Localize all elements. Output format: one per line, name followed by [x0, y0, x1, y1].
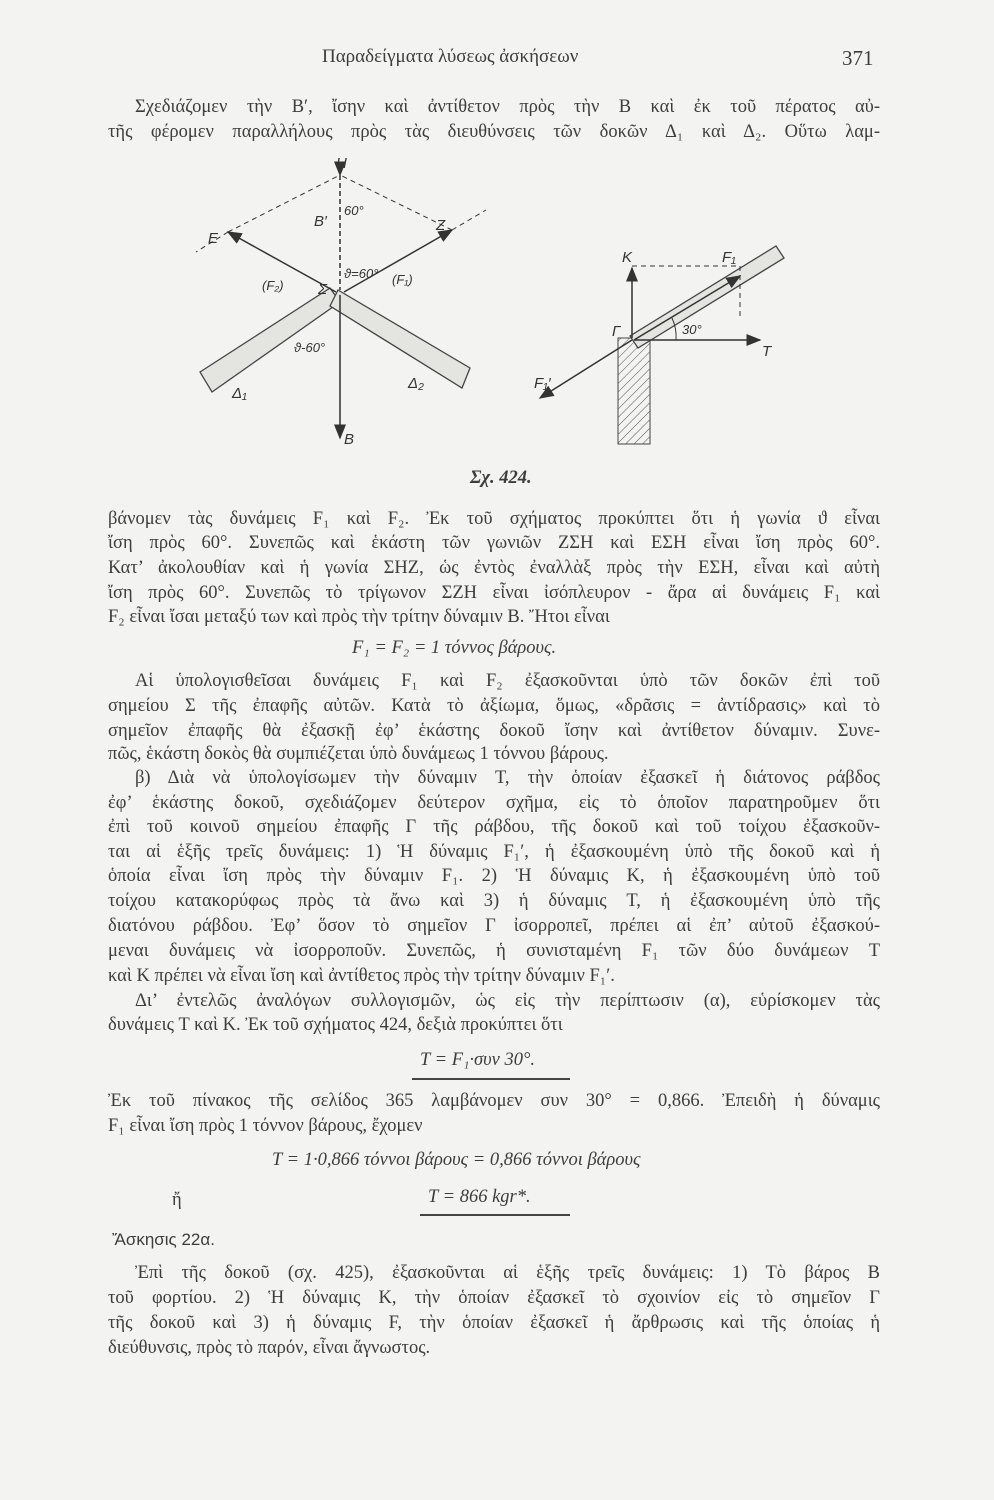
label-angle-30: 30° [682, 322, 702, 337]
text-line: ἐπὶ τοῦ κοινοῦ σημείου ἐπαφῆς Γ τῆς ράβδου, τῆς δοκοῦ καὶ τοῦ τοίχου ἐξασκοῦν- [108, 817, 880, 837]
text-line: καὶ K πρέπει νὰ εἶναι ἴση καὶ ἀντίθετος πρὸς τὴν τρίτην δύναμιν F₁′. [108, 966, 615, 986]
equation-underline [412, 1078, 570, 1080]
text-line: μεναι δυνάμεις νὰ ἰσορροποῦν. Συνεπῶς, ἡ συνισταμένη F₁ τῶν δύο δυνάμεων T [108, 941, 880, 961]
figure-424 [180, 150, 820, 480]
label-F1-right: F₁ [722, 249, 736, 266]
text-line: δυνάμεις T καὶ K. Ἐκ τοῦ σχήματος 424, δεξιὰ προκύπτει ὅτι [108, 1015, 563, 1035]
text-line: Αἱ ὑπολογισθεῖσαι δυνάμεις F₁ καὶ F₂ ἐξασκοῦνται ὑπὸ τῶν δοκῶν ἐπὶ τοῦ [135, 671, 880, 691]
wall [618, 338, 650, 444]
equation-4-prefix: ἤ [172, 1190, 182, 1210]
label-sigma: Σ [318, 281, 327, 298]
equation-3: T = 1·0,866 τόννοι βάρους = 0,866 τόννοι βάρους [272, 1150, 641, 1170]
equation-4: T = 866 kgr*. [428, 1187, 531, 1207]
text-line: βάνομεν τὰς δυνάμεις F₁ καὶ F₂. Ἐκ τοῦ σχήματος προκύπτει ὅτι ἡ γωνία ϑ εἶναι [108, 509, 880, 529]
label-B: B [344, 431, 355, 448]
text-line: τοῦ φορτίου. 2) Ἡ δύναμις K, τὴν ὁποίαν ἐξασκεῖ τὸ σχοινίον εἰς τὸ σημεῖον Γ [108, 1288, 880, 1308]
label-delta2: Δ₂ [408, 375, 424, 392]
text-line: τοίχου κατακορύφως πρὸς τὰ ἄνω καὶ 3) ἡ δύναμις T, ἡ ἐξασκουμένη ὑπὸ τῆς [108, 891, 880, 911]
text-line: Κατ’ ἀκολουθίαν καὶ ἡ γωνία ΣΗΖ, ὡς ἐντὸς ἐναλλὰξ πρὸς τὴν ΕΣΗ, εἶναι καὶ αὐτὴ [108, 558, 880, 578]
text-line: σημεῖον ἐπαφῆς θὰ ἐξασκῇ ἐφ’ ἑκάστης δοκοῦ ἴσην καὶ ἀντίθετον δύναμιν. Συνε- [108, 721, 880, 741]
running-header-title: Παραδείγματα λύσεως ἀσκήσεων [322, 46, 579, 67]
equation-1: F₁ = F₂ = 1 τόννος βάρους. [352, 638, 557, 658]
text-line: Δι’ ἐντελῶς ἀναλόγων συλλογισμῶν, ὡς εἰς τὴν περίπτωσιν (α), εὑρίσκομεν τὰς [135, 991, 880, 1011]
label-Z: Z [436, 217, 446, 234]
label-E: E [208, 230, 219, 247]
text-line: Ἐπὶ τῆς δοκοῦ (σχ. 425), ἐξασκοῦνται αἱ ἑξῆς τρεῖς δυνάμεις: 1) Τὸ βάρος B [135, 1263, 880, 1283]
text-line: πῶς, ἑκάστη δοκὸς θὰ συμπιέζεται ὑπὸ δυνάμεως 1 τόννου βάρους. [108, 744, 609, 764]
text-line: β) Διὰ νὰ ὑπολογίσωμεν τὴν δύναμιν T, τὴν ὁποίαν ἐξασκεῖ ἡ διάτονος ράβδος [135, 768, 880, 788]
figure-caption: Σχ. 424. [470, 468, 532, 488]
text-line: διεύθυνσις, πρὸς τὸ παρόν, εἶναι ἄγνωστος. [108, 1338, 431, 1358]
text-line: ται αἱ ἑξῆς τρεῖς δυνάμεις: 1) Ἡ δύναμις F₁′, ἡ ἐξασκουμένη ὑπὸ τῆς δοκοῦ καὶ ἡ [108, 842, 880, 862]
beam-delta2 [330, 290, 470, 388]
text-line: ἴση πρὸς 60°. Συνεπῶς καὶ ἑκάστη τῶν γωνιῶν ΖΣΗ καὶ ΕΣΗ εἶναι ἴση πρὸς 60°. [108, 533, 880, 553]
equation-2: T = F₁·συν 30°. [420, 1050, 536, 1070]
text-line: F₁ εἶναι ἴση πρὸς 1 τόννον βάρους, ἔχομεν [108, 1116, 423, 1136]
text-line: ὁποία εἶναι ἴση πρὸς τὴν δύναμιν F₁. 2) Ἡ δύναμις K, ἡ ἐξασκουμένη ὑπὸ τοῦ [108, 866, 880, 886]
text-line: σημείου Σ τῆς ἐπαφῆς αὐτῶν. Κατὰ τὸ ἀξίωμα, ὅμως, «δρᾶσις = ἀντίδρασις» καὶ τὸ [108, 696, 880, 716]
text-line: F₂ εἶναι ἴσαι μεταξύ των καὶ πρὸς τὴν τρίτην δύναμιν B. Ἤτοι εἶναι [108, 607, 610, 627]
label-theta-2: ϑ-60° [294, 340, 326, 355]
label-F1-prime: F₁′ [534, 375, 551, 392]
exercise-heading: Ἄσκησις 22α. [112, 1230, 215, 1249]
text-line: ἴση πρὸς 60°. Συνεπῶς τὸ τρίγωνον ΣΖΗ εἶναι ἰσόπλευρον - ἄρα αἱ δυνάμεις F₁ καὶ [108, 583, 880, 603]
label-gamma: Γ [612, 323, 621, 340]
beam [630, 246, 784, 348]
right-diagram [534, 246, 784, 444]
label-delta1: Δ₁ [232, 385, 247, 402]
text-line: τῆς δοκοῦ καὶ 3) ἡ δύναμις F, τὴν ὁποίαν ἐξασκεῖ ἡ ἄρθρωσις καὶ τῆς ὁποίας ἡ [108, 1313, 880, 1333]
text-line: διατόνου ράβδου. Ἐφ’ ὅσον τὸ σημεῖον Γ ἰσορροπεῖ, πρέπει αἱ ἐπ’ αὐτοῦ ἐξασκού- [108, 916, 880, 936]
label-K: K [622, 249, 633, 266]
text-line: τῆς φέρομεν παραλλήλους πρὸς τὰς διευθύνσεις τῶν δοκῶν Δ₁ καὶ Δ₂. Οὕτω λαμ- [108, 122, 880, 142]
label-T: T [762, 343, 772, 360]
left-diagram [196, 155, 486, 448]
label-H: H [336, 155, 347, 172]
text-line: ἐφ’ ἑκάστης δοκοῦ, σχεδιάζομεν δεύτερον σχῆμα, εἰς τὸ ὁποῖον παρατηροῦμεν ὅτι [108, 793, 880, 813]
equation-underline [420, 1214, 570, 1216]
label-F2: (F₂) [262, 278, 284, 293]
label-angle-60: 60° [344, 203, 364, 218]
text-line: Ἐκ τοῦ πίνακος τῆς σελίδος 365 λαμβάνομεν συν 30° = 0,866. Ἐπειδὴ ἡ δύναμις [108, 1091, 880, 1111]
text-line: Σχεδιάζομεν τὴν B′, ἴσην καὶ ἀντίθετον πρὸς τὴν B καὶ ἐκ τοῦ πέρατος αὐ- [135, 97, 880, 117]
page-number: 371 [842, 46, 874, 70]
label-F1: (F₁) [392, 272, 413, 287]
label-B-prime: B′ [314, 213, 327, 230]
label-theta-1: ϑ=60° [344, 266, 379, 281]
